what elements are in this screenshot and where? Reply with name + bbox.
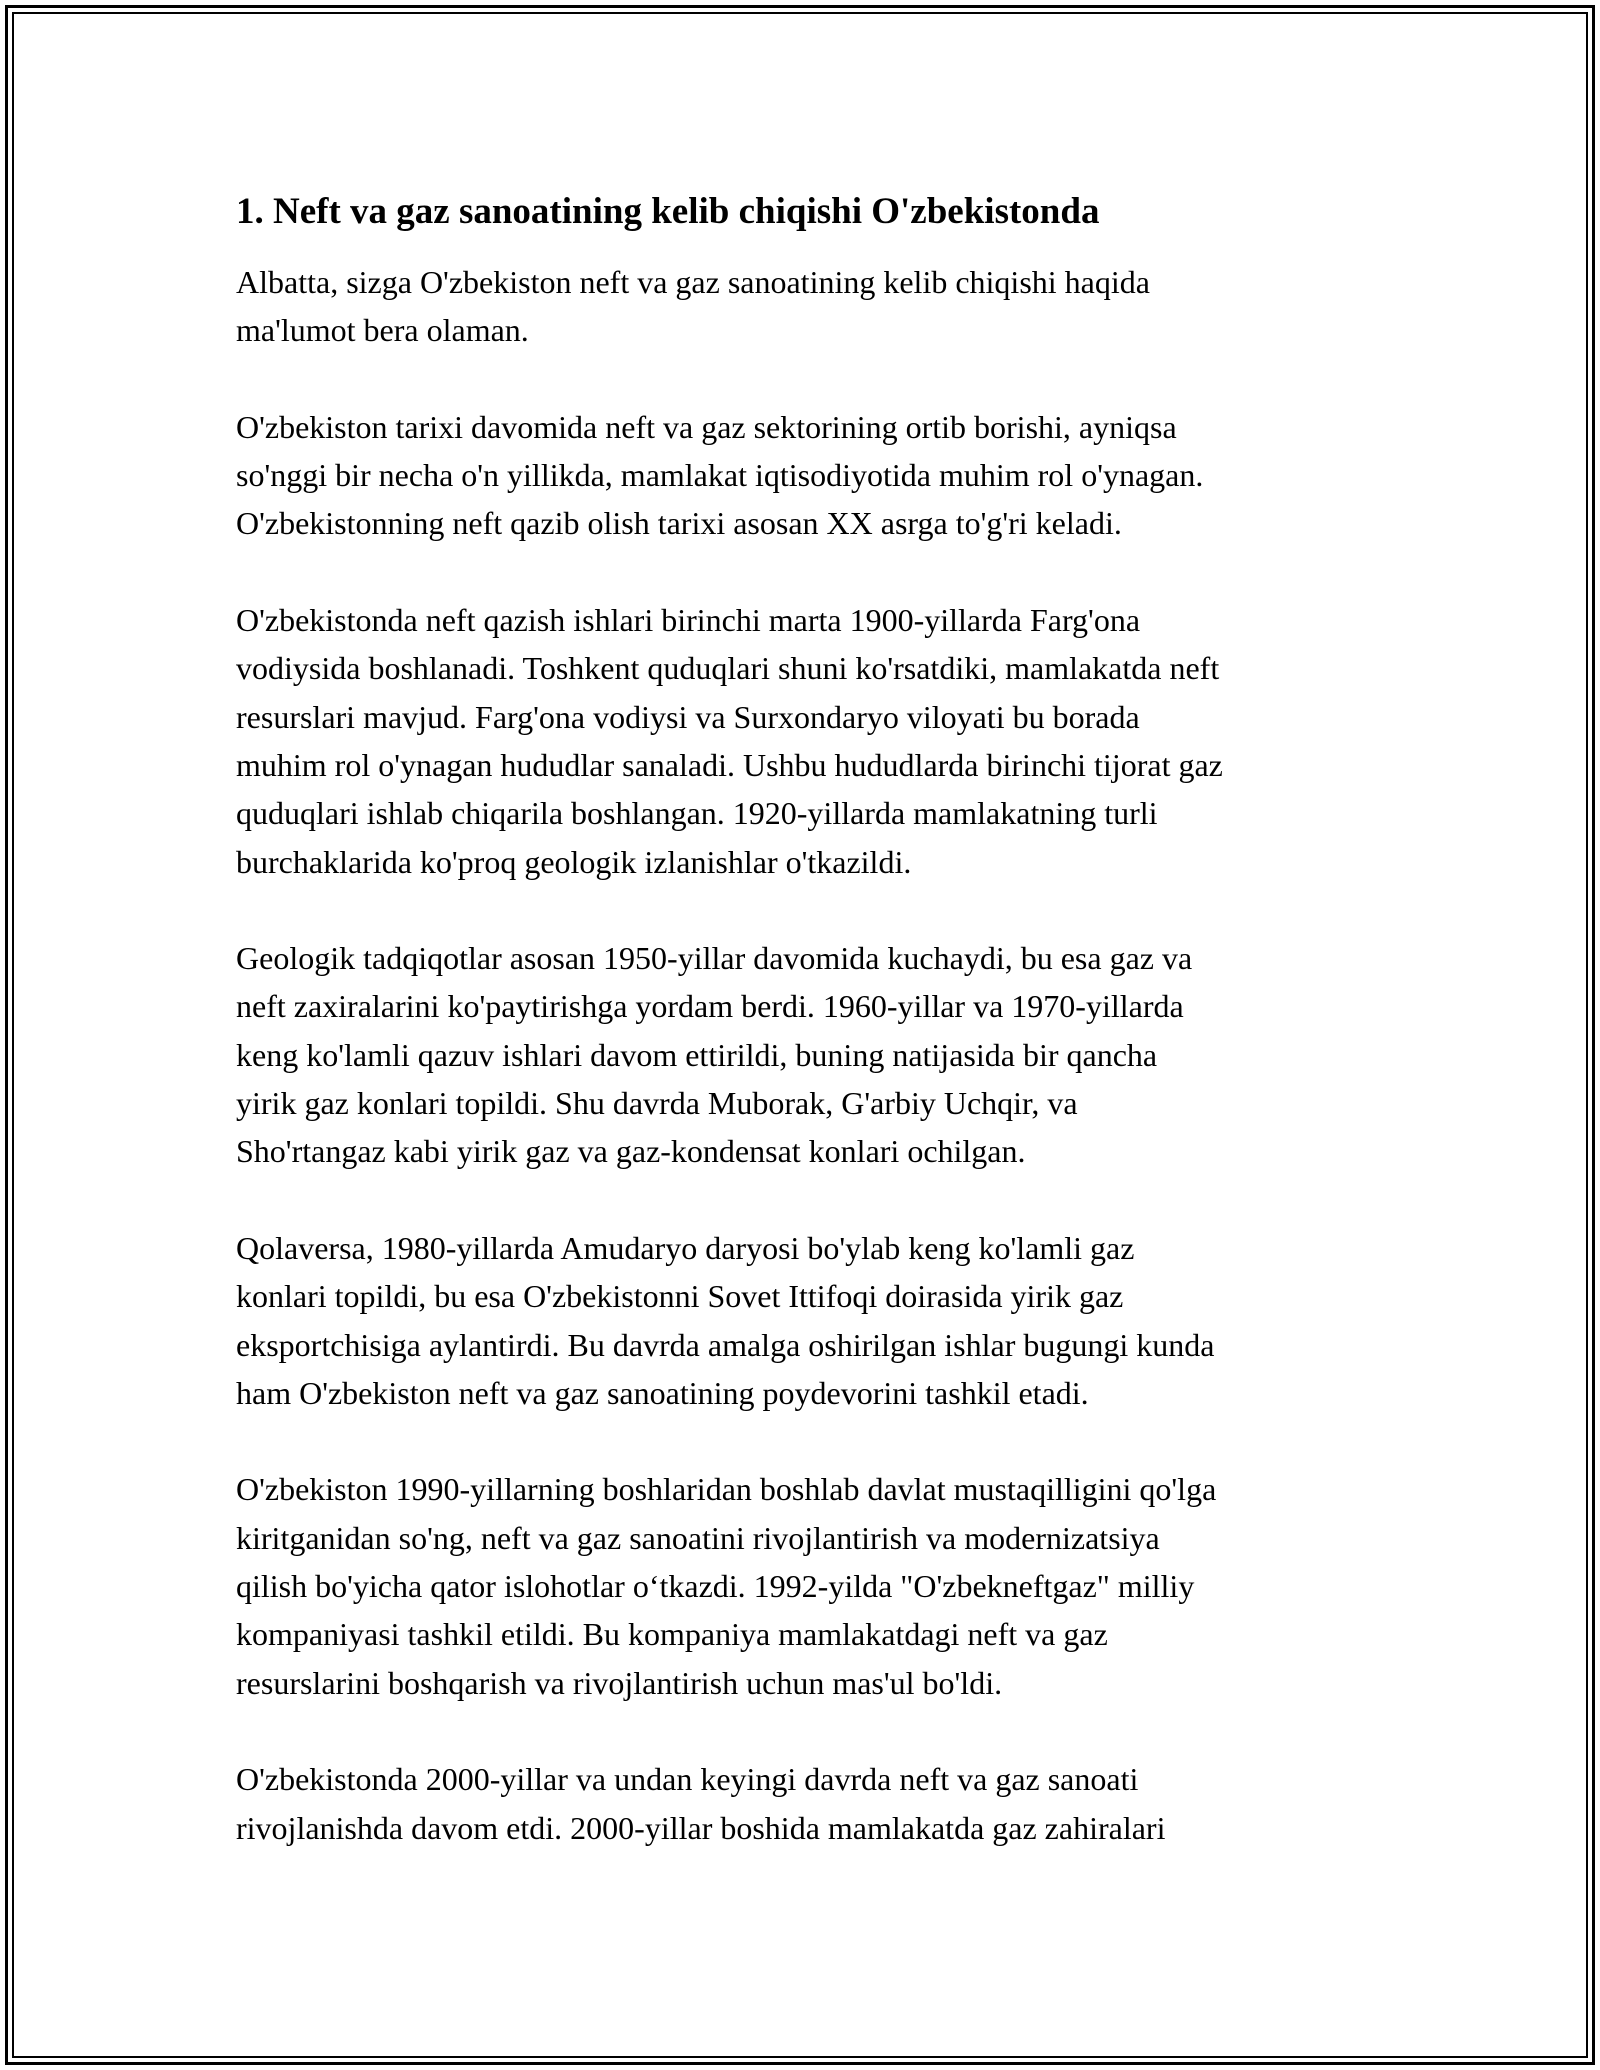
paragraph-intro: Albatta, sizga O'zbekiston neft va gaz sanoatining kelib chiqishi haqida ma'lumot bera olaman. [236, 264, 1150, 349]
paragraph-amudaryo: Qolaversa, 1980-yillarda Amudaryo daryosi bo'ylab keng ko'lamli gaz konlari topildi, bu esa O'zbekistonni Sovet Ittifoqi doirasida yirik gaz eksportchisiga aylantirdi. Bu davrda amalga oshirilgan ishlar bugungi kunda ham O'zbekiston neft va gaz sanoatining poydevorini tashkil etadi. [236, 1229, 1215, 1411]
paragraph-geological-research: Geologik tadqiqotlar asosan 1950-yillar davomida kuchaydi, bu esa gaz va neft zaxiralarini ko'paytirishga yordam berdi. 1960-yillar va 1970-yillarda keng ko'lamli qazuv ishlari davom ettirildi, buning natijasida bir qancha yirik gaz konlari topildi. Shu davrda Muborak, G'arbiy Uchqir, va Sho'rtangaz kabi yirik gaz va gaz-kondensat konlari ochilgan. [236, 940, 1193, 1170]
paragraph-independence: O'zbekiston 1990-yillarning boshlaridan boshlab davlat mustaqilligini qo'lga kiritganidan so'ng, neft va gaz sanoatini rivojlantirish va modernizatsiya qilish bo'yicha qator islohotlar o‘tkazdi. 1992-yilda "O'zbekneftgaz" milliy kompaniyasi tashkil etildi. Bu kompaniya mamlakatdagi neft va gaz resurslarini boshqarish va rivojlantirish uchun mas'ul bo'ldi. [236, 1471, 1217, 1701]
paragraph-history: O'zbekiston tarixi davomida neft va gaz sektorining ortib borishi, ayniqsa so'nggi bir necha o'n yillikda, mamlakat iqtisodiyotida muhim rol o'ynagan. O'zbekistonning neft qazib olish tarixi asosan XX asrga to'g'ri keladi. [236, 408, 1204, 542]
document-body [236, 188, 1376, 1900]
paragraph-early-drilling: O'zbekistonda neft qazish ishlari birinchi marta 1900-yillarda Farg'ona vodiysida boshlanadi. Toshkent quduqlari shuni ko'rsatdiki, mamlakatda neft resurslari mavjud. Farg'ona vodiysi va Surxondaryo viloyati bu borada muhim rol o'ynagan hududlar sanaladi. Ushbu hududlarda birinchi tijorat gaz quduqlari ishlab chiqarila boshlangan. 1920-yillarda mamlakatning turli burchaklarida ko'proq geologik izlanishlar o'tkazildi. [236, 602, 1223, 880]
paragraph-2000s: O'zbekistonda 2000-yillar va undan keyingi davrda neft va gaz sanoati rivojlanishda davom etdi. 2000-yillar boshida mamlakatda gaz zahiralari [236, 1761, 1166, 1846]
document-title: 1. Neft va gaz sanoatining kelib chiqishi O'zbekistonda [236, 191, 1100, 232]
